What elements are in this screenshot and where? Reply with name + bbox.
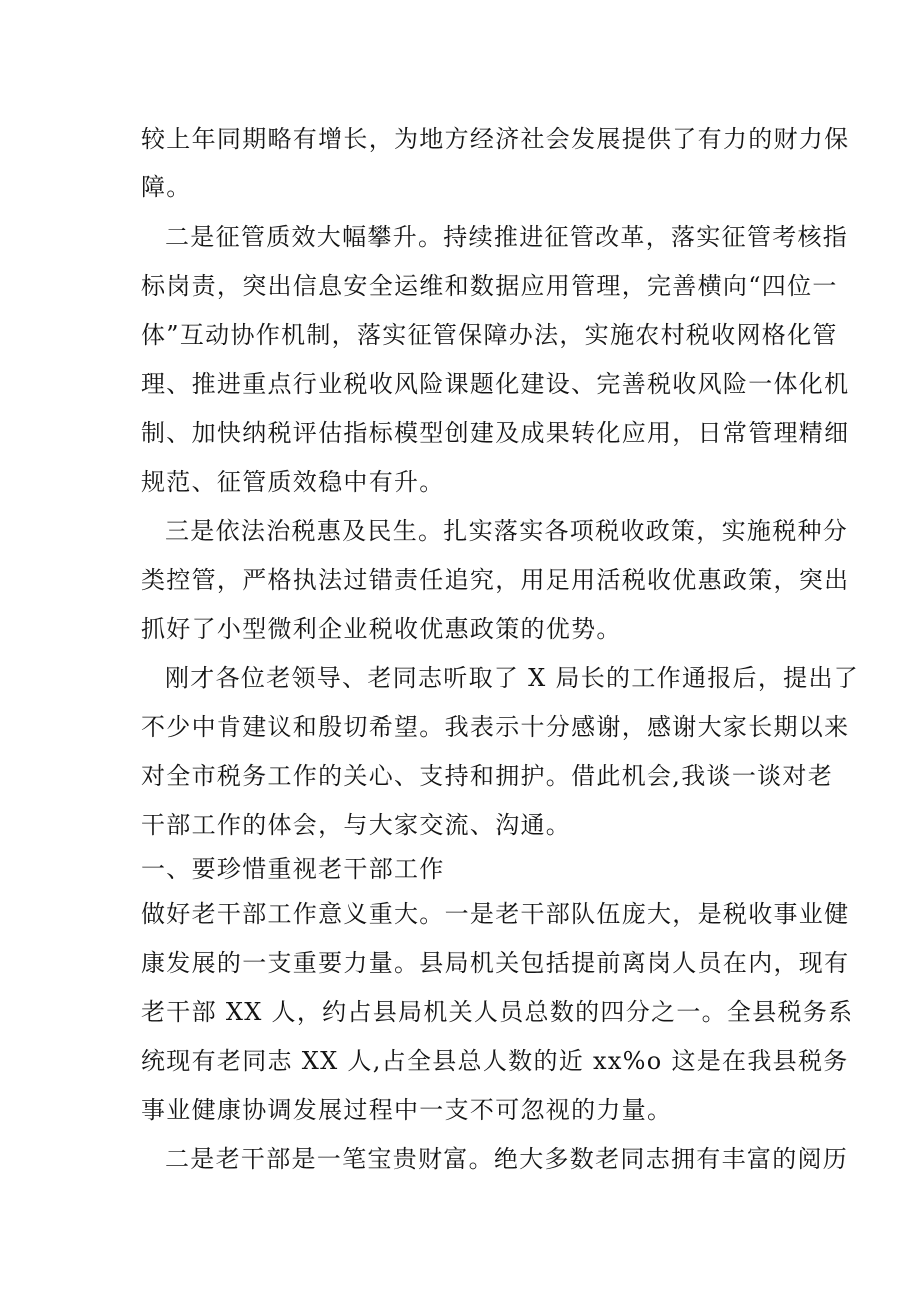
text-line: 老干部 XX 人，约占县局机关人员总数的四分之一。全县税务系 <box>141 998 854 1026</box>
text-line: 不少中肯建议和殷切希望。我表示十分感谢，感谢大家长期以来 <box>141 713 850 741</box>
text-line: 康发展的一支重要力量。县局机关包括提前离岗人员在内，现有 <box>141 949 850 977</box>
paragraph-start-line: 刚才各位老领导、老同志听取了 X 局长的工作通报后，提出了 <box>165 664 860 692</box>
text-line: 对全市税务工作的关心、支持和拥护。借此机会,我谈一谈对老 <box>141 762 834 790</box>
text-line: 抓好了小型微利企业税收优惠政策的优势。 <box>141 615 622 643</box>
paragraph-start-line: 二是老干部是一笔宝贵财富。绝大多数老同志拥有丰富的阅历 <box>165 1145 849 1173</box>
text-line: 体”互动协作机制，落实征管保障办法，实施农村税收网格化管 <box>141 321 838 349</box>
text-line: 规范、征管质效稳中有升。 <box>141 468 445 496</box>
paragraph-start-line: 二是征管质效大幅攀升。持续推进征管改革，落实征管考核指 <box>165 223 849 251</box>
paragraph-start-line: 三是依法治税惠及民生。扎实落实各项税收政策，实施税种分 <box>165 517 849 545</box>
text-line: 事业健康协调发展过程中一支不可忽视的力量。 <box>141 1096 673 1124</box>
text-line: 干部工作的体会，与大家交流、沟通。 <box>141 811 572 839</box>
text-line: 标岗责，突出信息安全运维和数据应用管理，完善横向“四位一 <box>141 272 838 300</box>
text-line: 障。 <box>141 173 192 201</box>
text-line: 统现有老同志 XX 人,占全县总人数的近 xx%o 这是在我县税务 <box>141 1047 849 1075</box>
section-heading: 一、要珍惜重视老干部工作 <box>141 855 445 883</box>
text-line: 较上年同期略有增长，为地方经济社会发展提供了有力的财力保 <box>141 125 850 153</box>
text-line: 制、加快纳税评估指标模型创建及成果转化应用，日常管理精细 <box>141 419 850 447</box>
text-line: 做好老干部工作意义重大。一是老干部队伍庞大，是税收事业健 <box>141 900 850 928</box>
text-line: 理、推进重点行业税收风险课题化建设、完善税收风险一体化机 <box>141 370 850 398</box>
text-line: 类控管，严格执法过错责任追究，用足用活税收优惠政策，突出 <box>141 566 850 594</box>
